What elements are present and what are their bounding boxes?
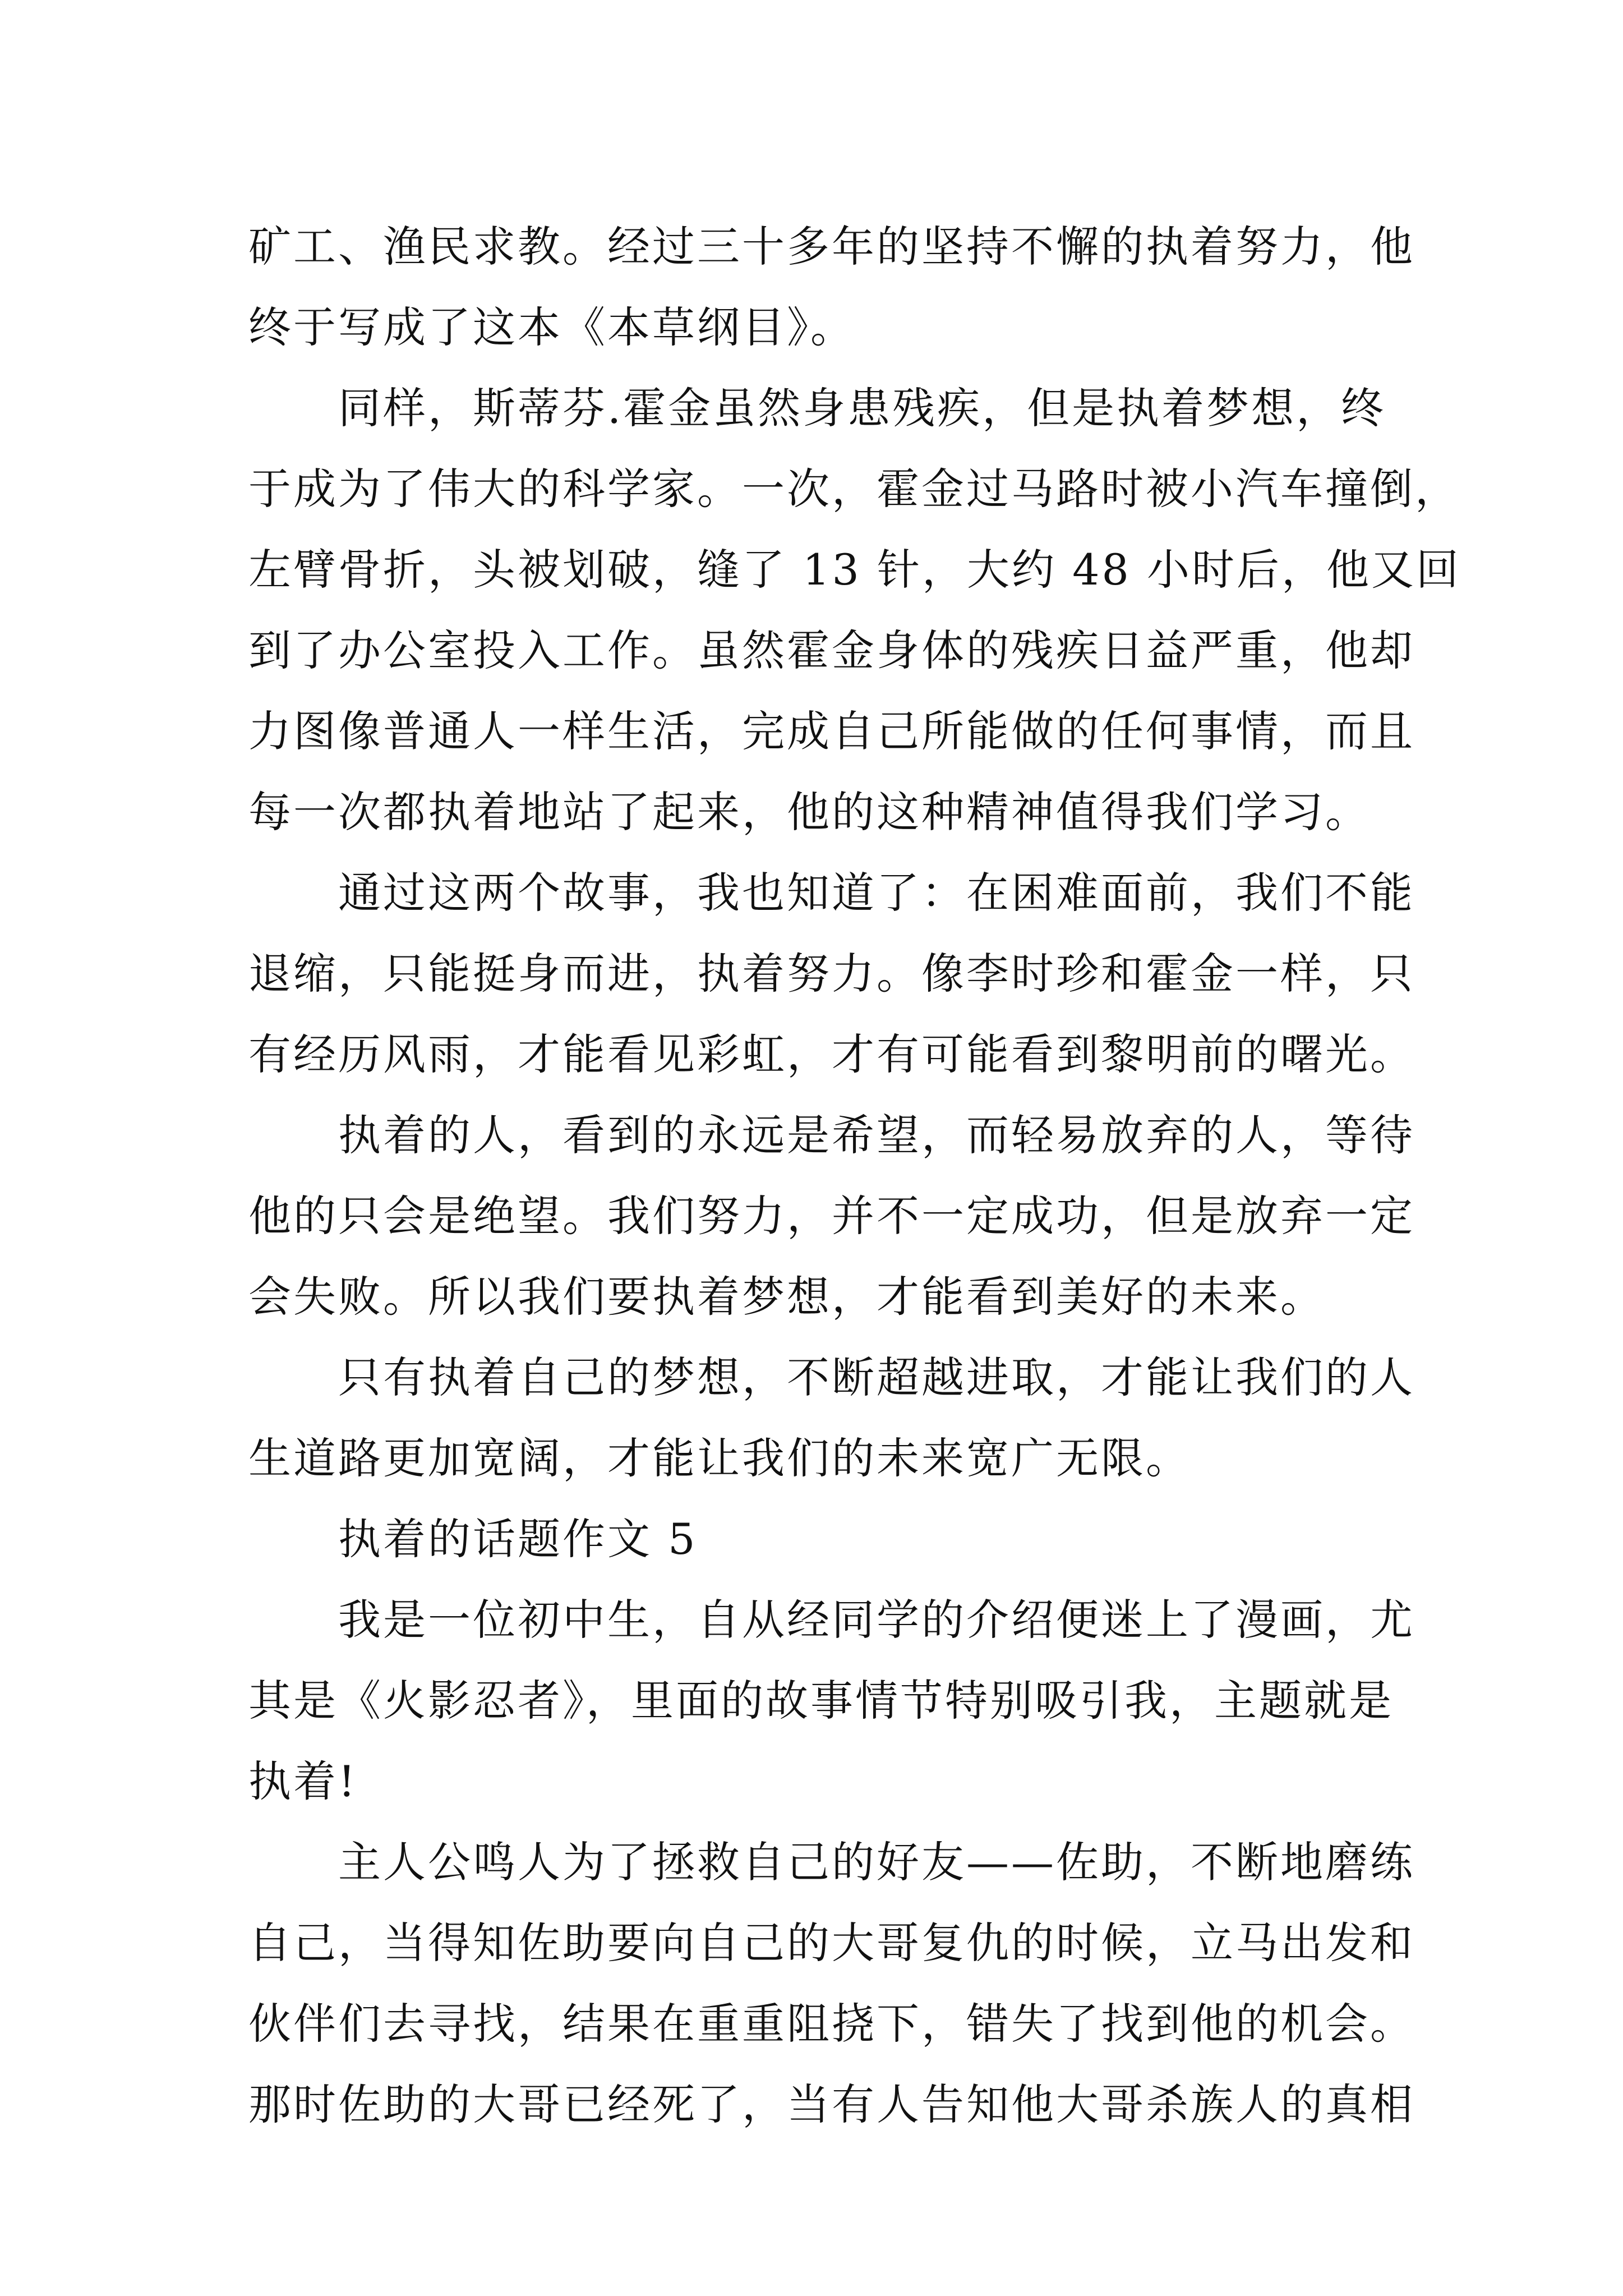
text-line: 同样，斯蒂芬.霍金虽然身患残疾，但是执着梦想，终 [338, 383, 1386, 433]
text-line: 伙伴们去寻找，结果在重重阻挠下，错失了找到他的机会。 [248, 1999, 1415, 2049]
text-line: 力图像普通人一样生活，完成自己所能做的任何事情，而且 [248, 706, 1415, 756]
document-body [248, 206, 1461, 2145]
text-line: 那时佐助的大哥已经死了，当有人告知他大哥杀族人的真相 [248, 2079, 1415, 2129]
text-line: 他的只会是绝望。我们努力，并不一定成功，但是放弃一定 [248, 1191, 1415, 1241]
text-line: 我是一位初中生，自从经同学的介绍便迷上了漫画，尤 [338, 1595, 1415, 1645]
text-line: 只有执着自己的梦想，不断超越进取，才能让我们的人 [338, 1352, 1415, 1402]
text-line: 终于写成了这本《本草纲目》。 [248, 302, 855, 352]
text-line: 到了办公室投入工作。虽然霍金身体的残疾日益严重，他却 [248, 625, 1415, 675]
text-line: 执着的人，看到的永远是希望，而轻易放弃的人，等待 [338, 1110, 1415, 1160]
text-line: 通过这两个故事，我也知道了：在困难面前，我们不能 [338, 868, 1415, 918]
text-line: 有经历风雨，才能看见彩虹，才有可能看到黎明前的曙光。 [248, 1029, 1415, 1079]
text-line: 每一次都执着地站了起来，他的这种精神值得我们学习。 [248, 787, 1370, 837]
text-line: 执着的话题作文 5 [338, 1514, 698, 1564]
text-line: 生道路更加宽阔，才能让我们的未来宽广无限。 [248, 1433, 1191, 1483]
text-line: 于成为了伟大的科学家。一次，霍金过马路时被小汽车撞倒， [248, 464, 1460, 514]
text-line: 自己，当得知佐助要向自己的大哥复仇的时候，立马出发和 [248, 1918, 1415, 1968]
text-line: 会失败。所以我们要执着梦想，才能看到美好的未来。 [248, 1272, 1325, 1322]
text-line: 主人公鸣人为了拯救自己的好友——佐助，不断地磨练 [338, 1837, 1415, 1887]
text-line: 其是《火影忍者》，里面的故事情节特别吸引我，主题就是 [248, 1676, 1394, 1726]
text-line: 矿工、渔民求教。经过三十多年的坚持不懈的执着努力，他 [248, 222, 1415, 272]
text-line: 执着! [248, 1756, 358, 1806]
text-line: 左臂骨折，头被划破，缝了 13 针，大约 48 小时后，他又回 [248, 545, 1461, 595]
text-line: 退缩，只能挺身而进，执着努力。像李时珍和霍金一样，只 [248, 949, 1415, 999]
